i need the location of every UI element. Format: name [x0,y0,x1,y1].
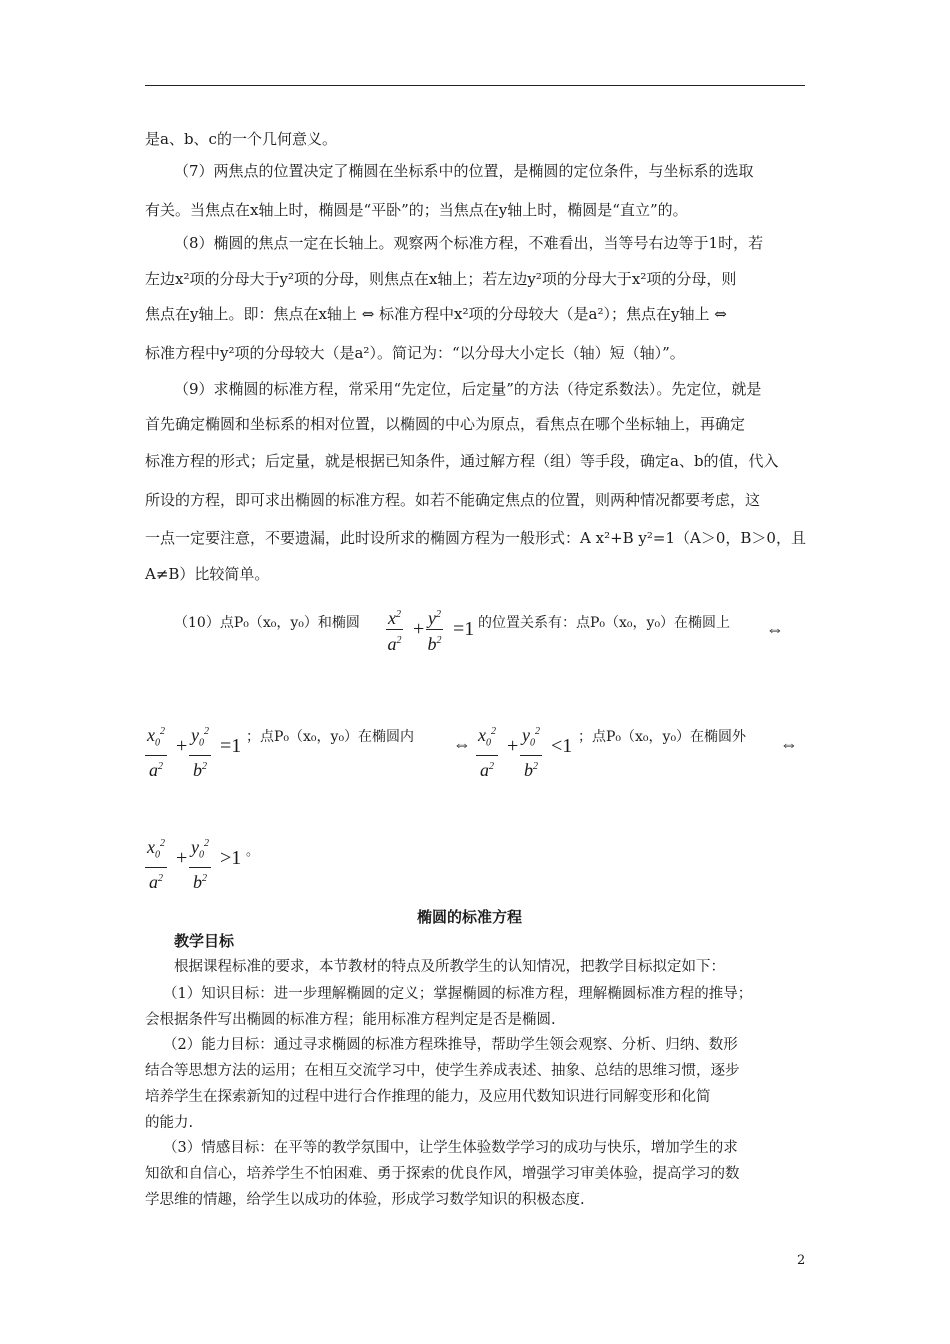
plus-sign: + [176,847,188,869]
ellipse-on-term-y: $\frac{y_0^2}{b^2}$ [189,721,211,781]
goal-line: 会根据条件写出椭圆的标准方程；能用标准方程判定是否是椭圆. [145,1012,556,1028]
goal-line: 的能力. [145,1115,194,1131]
goal-line: 培养学生在探索新知的过程中进行合作推理的能力，及应用代数知识进行同解变形和化简 [145,1089,711,1105]
iff-symbol: ⇔ [453,734,471,754]
text-line: 左边x²项的分母大于y²项的分母，则焦点在x轴上；若左边y²项的分母大于x²项的分母，则 [145,270,737,288]
ellipse-on-term-x: $\frac{x_0^2}{a^2}$ [145,721,167,781]
item10-relation: 的位置关系有：点P₀（x₀，y₀）在椭圆上 [478,615,731,631]
goal-line: 学思维的情趣，给学生以成功的体验，形成学习数学知识的积极态度. [145,1192,585,1208]
goals-heading: 教学目标 [174,933,235,950]
goal-line: （3）情感目标：在平等的教学氛围中，让学生体验数学学习的成功与快乐，增加学生的求 [163,1140,738,1156]
text-line: （7）两焦点的位置决定了椭圆在坐标系中的位置，是椭圆的定位条件，与坐标系的选取 [174,162,754,180]
text-line: 标准方程中y²项的分母较大（是a²）。简记为：“以分母大小定长（轴）短（轴）”。 [145,344,685,362]
plus-sign: + [413,618,425,640]
text-line: 有关。当焦点在x轴上时，椭圆是“平卧”的；当焦点在y轴上时，椭圆是“直立”的。 [145,201,688,219]
section-title: 椭圆的标准方程 [417,909,523,926]
iff-symbol: ⇔ [780,734,798,754]
page-number: 2 [797,1253,806,1268]
plus-sign: + [507,735,519,757]
ellipse-inside-term-y: $\frac{y_0^2}{b^2}$ [520,721,542,781]
goal-line: 知欲和自信心，培养学生不怕困难、勇于探索的优良作风，增强学习审美体验，提高学习的数 [145,1166,740,1182]
text-line: 是a、b、c的一个几何意义。 [145,130,337,148]
ellipse-equation-term-y: $\frac{y^2}{b^2}$ [426,604,443,655]
plus-sign: + [176,735,188,757]
text-line: A≠B）比较简单。 [145,565,270,583]
ellipse-outside-term-y: $\frac{y_0^2}{b^2}$ [189,833,211,893]
iff-symbol: ⇔ [766,619,784,639]
equation-rhs: =1 [453,618,475,640]
ellipse-outside-term-x: $\frac{x_0^2}{a^2}$ [145,833,167,893]
goal-line: 根据课程标准的要求，本节教材的特点及所教学生的认知情况，把教学目标拟定如下： [174,959,725,975]
text-line: （8）椭圆的焦点一定在长轴上。观察两个标准方程，不难看出，当等号右边等于1时，若 [174,234,764,252]
equals-one: =1 [220,735,242,757]
ellipse-inside-term-x: $\frac{x_0^2}{a^2}$ [476,721,498,781]
ellipse-equation-term-x: $\frac{x^2}{a^2}$ [386,604,403,655]
text-line: （9）求椭圆的标准方程，常采用“先定位，后定量”的方法（待定系数法）。先定位，就是 [174,380,762,398]
inside-label: ；点P₀（x₀，y₀）在椭圆内 [246,729,415,745]
goal-line: 结合等思想方法的运用；在相互交流学习中，使学生养成表述、抽象、总结的思维习惯，逐步 [145,1063,740,1079]
greater-than-one: >1 [220,847,242,869]
item10-intro: （10）点P₀（x₀，y₀）和椭圆 [174,615,360,631]
text-line: 首先确定椭圆和坐标系的相对位置，以椭圆的中心为原点，看焦点在哪个坐标轴上，再确定 [145,415,746,433]
text-line: 标准方程的形式；后定量，就是根据已知条件，通过解方程（组）等手段，确定a、b的值，代入 [145,452,779,470]
goal-line: （1）知识目标：进一步理解椭圆的定义；掌握椭圆的标准方程，理解椭圆标准方程的推导； [163,986,753,1002]
text-line: 所设的方程，即可求出椭圆的标准方程。如若不能确定焦点的位置，则两种情况都要考虑，这 [145,491,761,509]
sentence-end: 。 [246,844,260,859]
text-line: 焦点在y轴上。即：焦点在x轴上 ⇔ 标准方程中x²项的分母较大（是a²）；焦点在y轴上 ⇔ [145,305,727,323]
header-rule [145,85,805,86]
less-than-one: <1 [551,735,573,757]
goal-line: （2）能力目标：通过寻求椭圆的标准方程珠推导，帮助学生领会观察、分析、归纳、数形 [163,1037,738,1053]
outside-label: ；点P₀（x₀，y₀）在椭圆外 [578,729,747,745]
text-line: 一点一定要注意，不要遗漏，此时设所求的椭圆方程为一般形式：A x²+B y²=1（A＞0，B＞0，且 [145,529,806,547]
